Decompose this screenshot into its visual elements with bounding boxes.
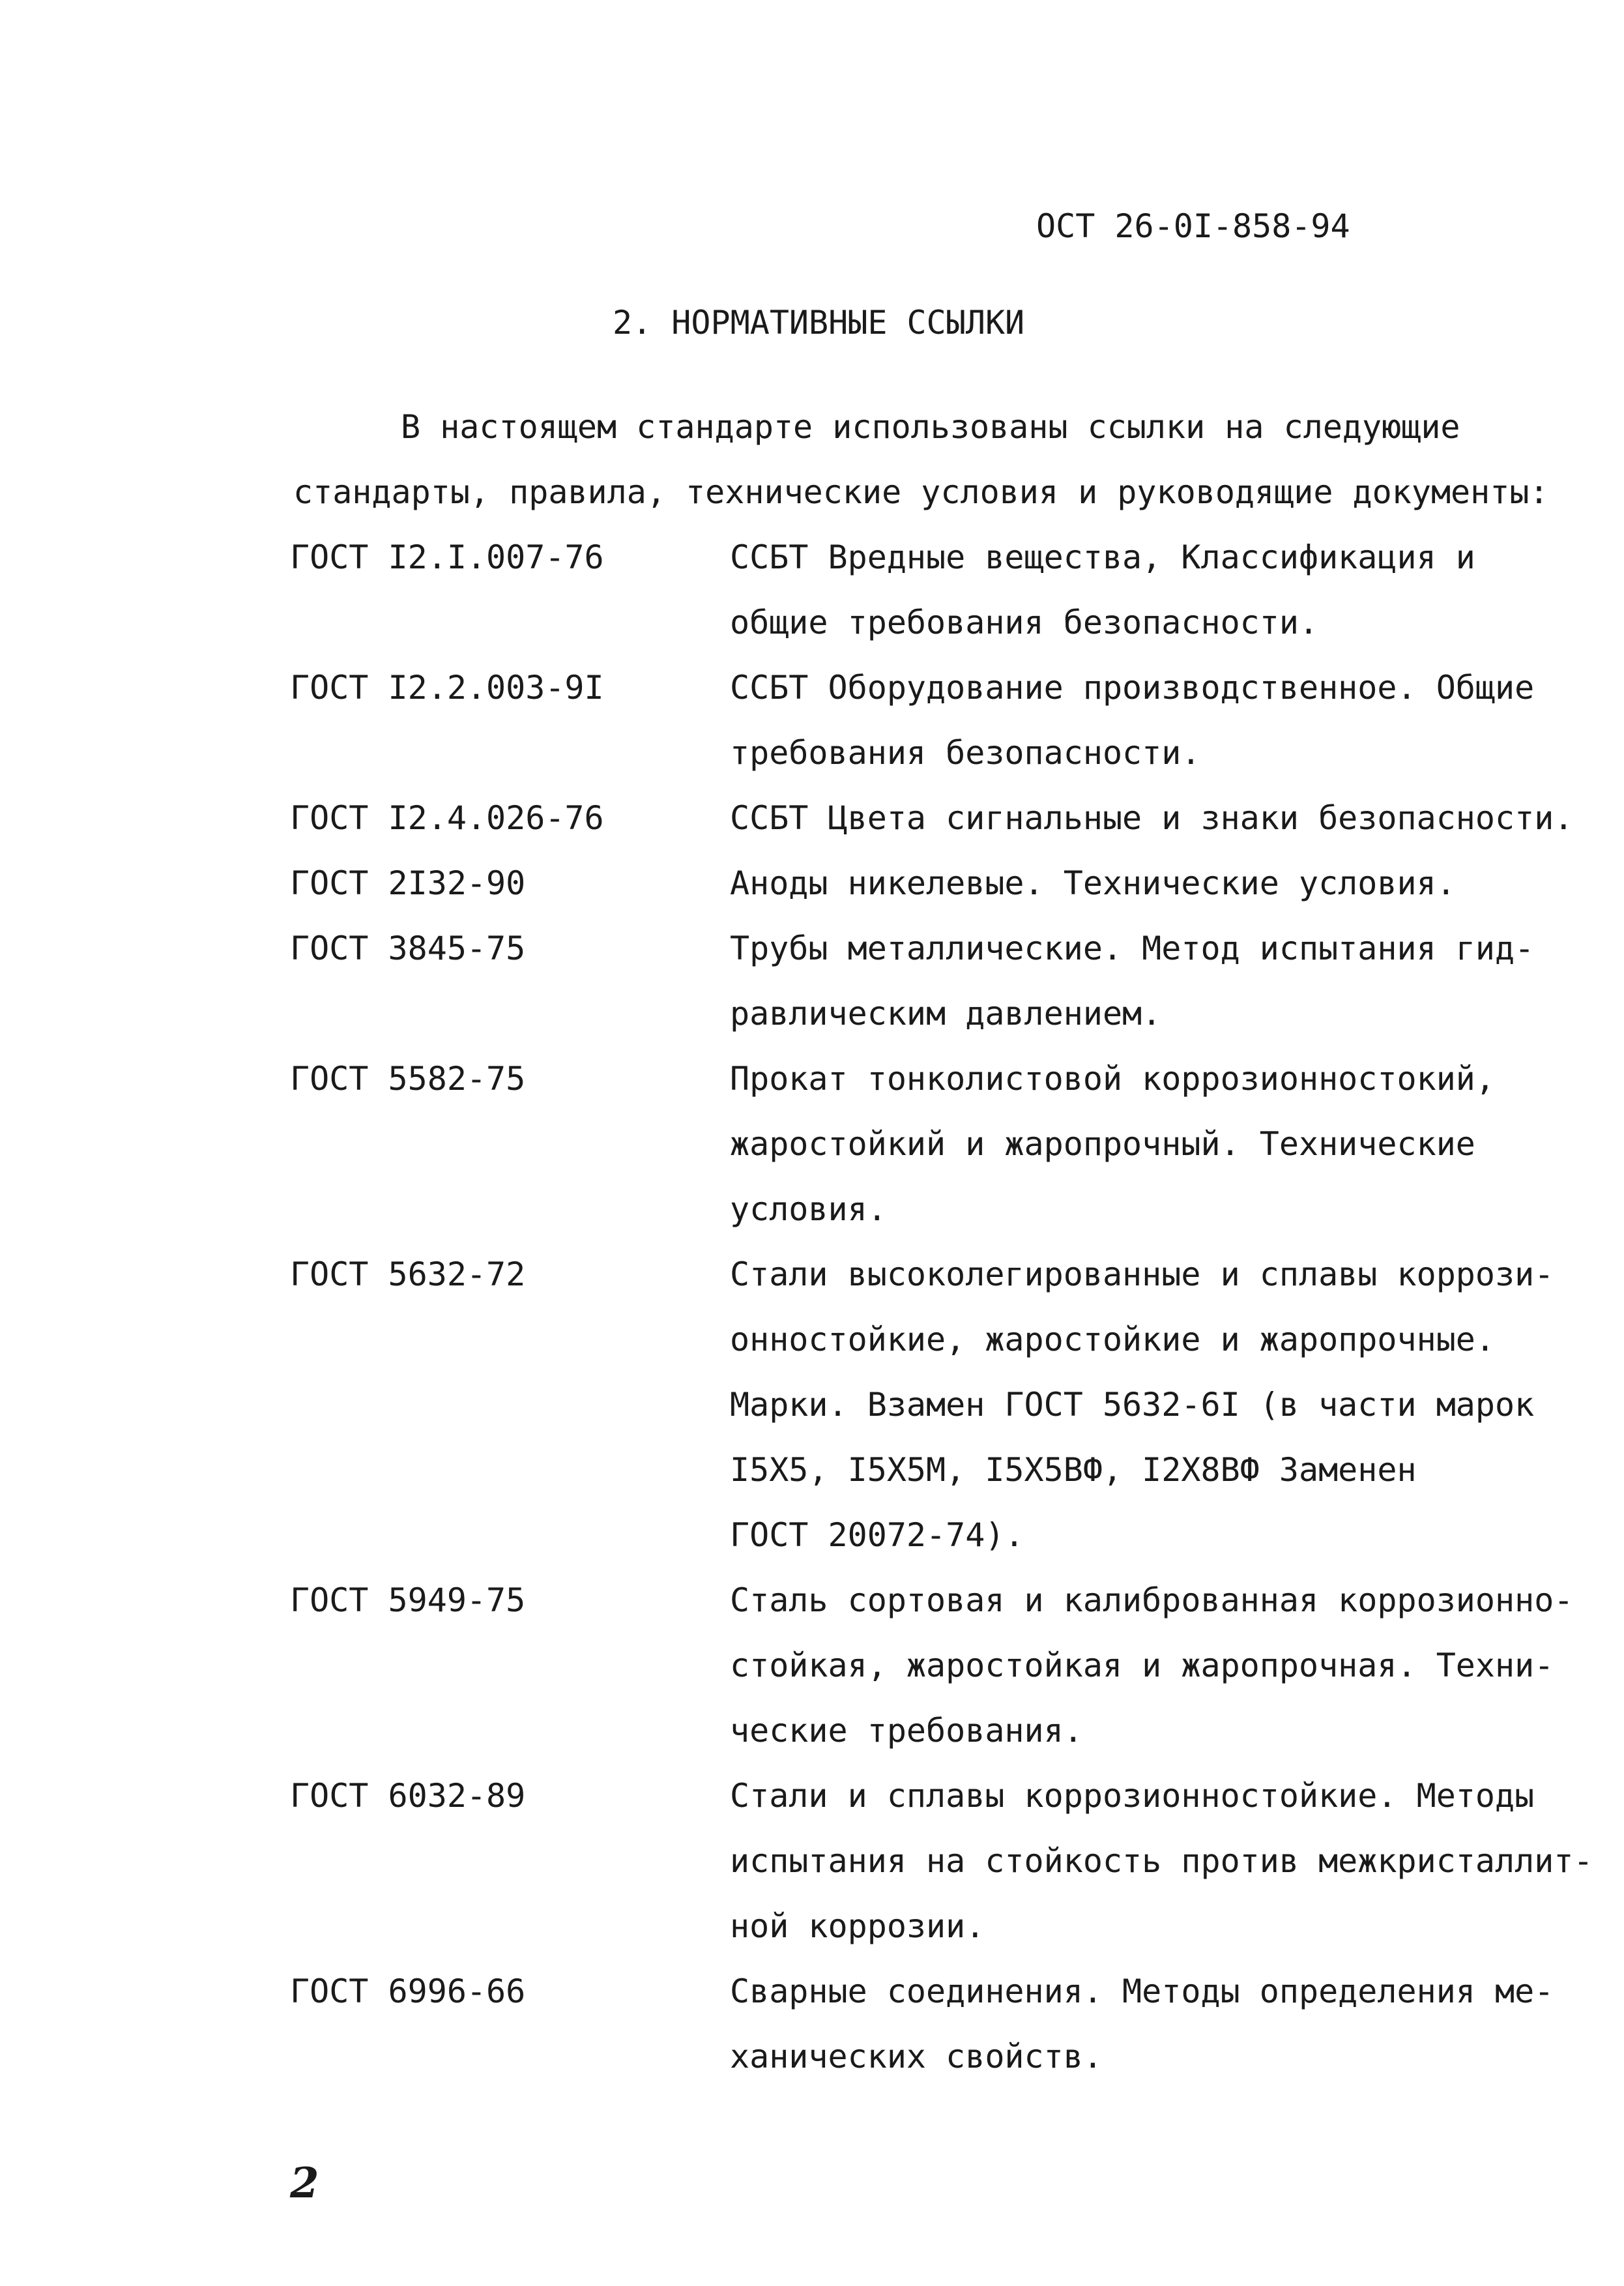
reference-item	[290, 785, 1600, 851]
reference-title: ССБТ Цвета сигнальные и знаки безопасности.	[730, 799, 1574, 837]
reference-item	[290, 655, 1600, 785]
reference-code: ГОСТ 5582-75	[290, 1060, 526, 1098]
reference-title: ССБТ Вредные вещества, Классификация и общие требования безопасности.	[730, 538, 1475, 641]
reference-code: ГОСТ I2.4.026-76	[290, 799, 604, 837]
reference-title: Сталь сортовая и калиброванная коррозионно- стойкая, жаростойкая и жаропрочная. Техни- ческие требования.	[730, 1581, 1574, 1750]
reference-code: ГОСТ 6996-66	[290, 1972, 526, 2010]
reference-item	[290, 1763, 1600, 1959]
reference-title: Стали высоколегированные и сплавы коррози- онностойкие, жаростойкие и жаропрочные. Марки. Взамен ГОСТ 5632-6I (в части марок I5Х5, I5Х5М, I5Х5ВФ, I2Х8ВФ Заменен ГОСТ 20072-74).	[730, 1255, 1554, 1554]
intro-line: стандарты, правила, технические условия и руководящие документы:	[293, 473, 1549, 511]
reference-title: Аноды никелевые. Технические условия.	[730, 864, 1456, 902]
intro-line: В настоящем стандарте использованы ссылки на следующие	[401, 408, 1460, 446]
reference-item	[290, 1046, 1600, 1242]
intro-paragraph	[293, 394, 1590, 525]
reference-title: Трубы металлические. Метод испытания гид- равлическим давлением.	[730, 930, 1535, 1033]
reference-item	[290, 851, 1600, 916]
page-number: 2	[290, 2159, 319, 2208]
reference-item	[290, 1242, 1600, 1568]
reference-code: ГОСТ I2.2.003-9I	[290, 669, 604, 707]
reference-code: ГОСТ 6032-89	[290, 1777, 526, 1815]
reference-item	[290, 1959, 1600, 2089]
reference-title: ССБТ Оборудование производственное. Общие требования безопасности.	[730, 669, 1535, 772]
reference-title: Прокат тонколистовой коррозионностокий, жаростойкий и жаропрочный. Технические условия.	[730, 1060, 1495, 1228]
reference-title: Стали и сплавы коррозионностойкие. Методы испытания на стойкость против межкристаллит- ной коррозии.	[730, 1777, 1593, 1945]
reference-item	[290, 916, 1600, 1046]
reference-code: ГОСТ 5632-72	[290, 1255, 526, 1293]
reference-code: ГОСТ I2.I.007-76	[290, 538, 604, 576]
section-title: 2. НОРМАТИВНЫЕ ССЫЛКИ	[613, 304, 1025, 342]
reference-title: Сварные соединения. Методы определения ме- ханических свойств.	[730, 1972, 1554, 2075]
reference-item	[290, 525, 1600, 655]
references-list	[290, 525, 1600, 2089]
reference-code: ГОСТ 2I32-90	[290, 864, 526, 902]
document-code: ОСТ 26-0I-858-94	[1036, 207, 1350, 245]
reference-item	[290, 1568, 1600, 1763]
reference-code: ГОСТ 3845-75	[290, 930, 526, 967]
reference-code: ГОСТ 5949-75	[290, 1581, 526, 1619]
